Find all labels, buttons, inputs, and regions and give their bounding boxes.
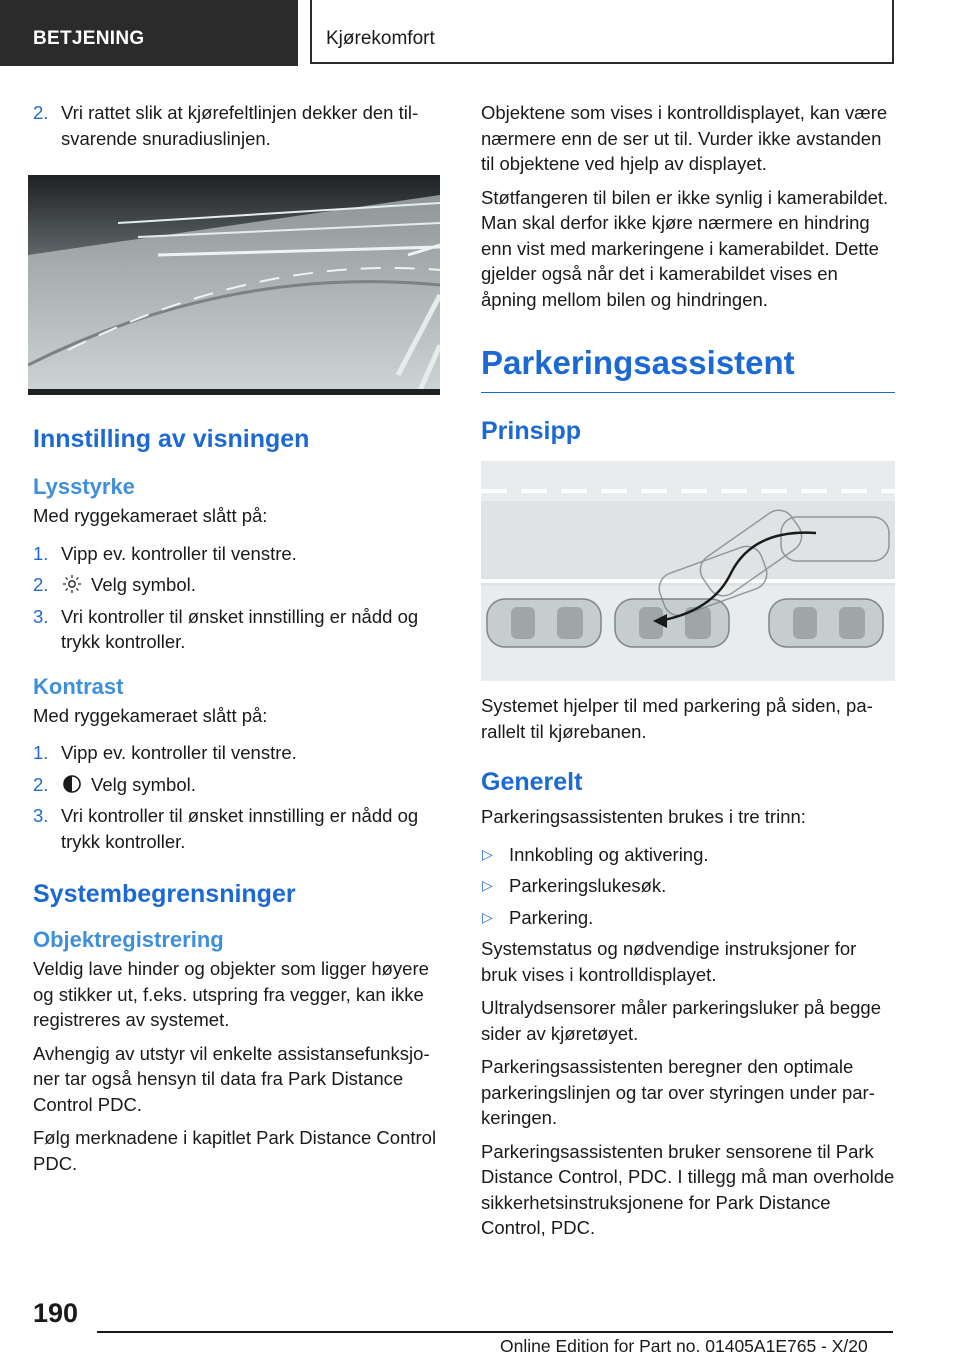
list-item-text: Parkeringslukesøk. [509, 875, 667, 896]
paragraph: Parkeringsassistenten bruker sensorene til Park Distance Control, PDC. I tillegg må man overholde sikkerhetsinstruksjonene for Park Distance Control, PDC. [481, 1140, 895, 1238]
step-item [33, 541, 445, 567]
chapter-title: Kjørekomfort [326, 28, 435, 49]
list-item [481, 905, 895, 931]
step-item [33, 572, 445, 598]
step-number: 3. [33, 605, 49, 627]
heading-brightness: Lysstyrke [33, 474, 135, 499]
brightness-intro: Med ryggekameraet slått på: [33, 505, 268, 526]
triangle-right-icon: ▷ [482, 908, 493, 925]
sun-icon [61, 574, 83, 594]
step-number: 1. [33, 742, 49, 763]
step-item [33, 772, 445, 798]
heading-objects: Objektregistrering [33, 927, 224, 952]
chapter-tab [310, 0, 894, 64]
paragraph: Veldig lave hinder og objekter som ligger høyere og stikker ut, f.eks. utspring fra vegger, kan ikke registreres av systemet. [33, 958, 429, 1030]
page-number: 190 [33, 1298, 79, 1328]
step-number: 1. [33, 542, 49, 564]
step-number: 2. [33, 574, 49, 595]
step-item [33, 740, 445, 766]
triangle-right-icon: ▷ [482, 877, 493, 893]
heading-principle: Prinsipp [481, 417, 582, 445]
heading-parking-assistant: Parkeringsassistent [481, 342, 895, 393]
step-item [33, 100, 445, 151]
section-tab [0, 0, 298, 66]
step-item [33, 803, 445, 854]
paragraph: Avhengig av utstyr vil enkelte assistansefunksjoner tar også hensyn til data fra Park Distance Control PDC. [33, 1042, 430, 1115]
step-text: Vri kontroller til ønsket innstilling er nådd og trykk kontroller. [61, 605, 419, 652]
step-number: 2. [33, 102, 49, 123]
footer-divider [97, 1331, 893, 1333]
paragraph: Støtfangeren til bilen er ikke synlig i kamerabildet. Man skal derfor ikke kjøre nærmere en hindring enn vist med markeringene i kamerabildet. Dette gjelder også når det i kamerabildet vises en åpning mellom bilen og hindringen. [481, 186, 889, 310]
paragraph: Ultralydsensorer måler parkeringsluker på begge sider av kjøretøyet. [481, 997, 881, 1044]
step-text: Velg symbol. [91, 574, 196, 595]
paragraph: Systemet hjelper til med parkering på siden, parallelt til kjørebanen. [481, 695, 873, 742]
step-item [33, 604, 445, 655]
paragraph: Systemstatus og nødvendige instruksjoner for bruk vises i kontrolldisplayet. [481, 938, 857, 985]
heading-general: Generelt [481, 768, 583, 796]
contrast-intro: Med ryggekameraet slått på: [33, 704, 268, 726]
step-number: 3. [33, 805, 49, 826]
step-text: Vipp ev. kontroller til venstre. [61, 742, 297, 763]
section-title: BETJENING [33, 28, 145, 49]
edition-note: Online Edition for Part no. 01405A1E765 - X/20 [500, 1336, 868, 1356]
paragraph: Følg merknadene i kapitlet Park Distance Control PDC. [33, 1127, 437, 1174]
triangle-right-icon: ▷ [482, 845, 493, 862]
general-intro: Parkeringsassistenten brukes i tre trinn: [481, 806, 806, 827]
left-column [33, 100, 445, 1184]
step-text: Vipp ev. kontroller til venstre. [61, 542, 297, 564]
paragraph: Objektene som vises i kontrolldisplayet, kan være nærmere enn de ser ut til. Vurder ikke avstanden til objektene ved hjelp av displayet. [481, 102, 888, 174]
list-item-text: Parkering. [509, 906, 594, 928]
right-column [481, 100, 895, 1249]
step-text: Vri kontroller til ønsket innstilling er nådd og trykk kontroller. [61, 805, 419, 852]
list-item [481, 873, 895, 899]
heading-settings: Innstilling av visningen [33, 425, 310, 453]
step-text: Velg symbol. [91, 773, 196, 795]
step-number: 2. [33, 773, 49, 795]
contrast-icon [61, 774, 83, 794]
camera-view-image [28, 175, 440, 395]
heading-contrast: Kontrast [33, 673, 124, 699]
heading-limits: Systembegrensninger [33, 880, 296, 908]
step-text: Vri rattet slik at kjørefeltlinjen dekker den tilsvarende snuradiuslinjen. [61, 102, 419, 149]
list-item-text: Innkobling og aktivering. [509, 843, 709, 865]
paragraph: Parkeringsassistenten beregner den optimale parkeringslinjen og tar over styringen under parkeringen. [481, 1056, 875, 1128]
parking-diagram-image [481, 461, 895, 681]
list-item [481, 842, 895, 868]
